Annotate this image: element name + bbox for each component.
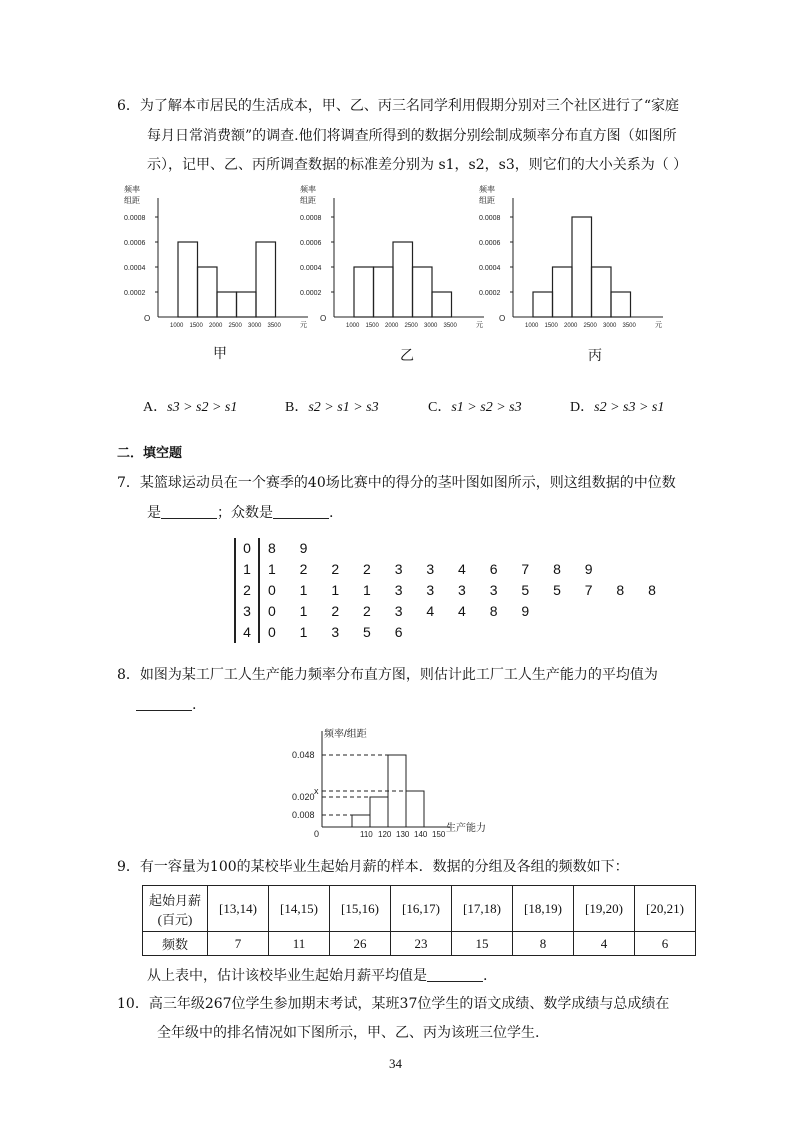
histogram-bar: [432, 292, 452, 317]
x-tick-label: 3000: [603, 323, 617, 329]
q9-after-text: 从上表中，估计该校毕业生起始月薪平均值是: [147, 968, 427, 984]
x-tick-label: 3500: [267, 323, 281, 329]
y-tick-label: 0.008: [292, 810, 315, 820]
table-cell: 8: [513, 932, 574, 956]
histogram-bar: [406, 791, 424, 827]
histogram-jia: [120, 182, 320, 332]
stem-row: [234, 601, 666, 622]
stem-row: [234, 538, 666, 559]
y-tick-label: 0.0006: [479, 240, 501, 247]
x-tick-label: 1000: [525, 323, 539, 329]
y-axis-label-top: 频率: [300, 185, 316, 194]
x-tick-label: 1000: [170, 323, 184, 329]
leaves: 0 1 1 1 3 3 3 3 5 5 7 8 8: [268, 582, 666, 598]
x-tick-label: 3500: [443, 323, 457, 329]
table-cell: [19,20): [574, 886, 635, 932]
histogram-bar: [374, 267, 394, 317]
x-tick-label: 1000: [346, 323, 360, 329]
page-number: 34: [389, 1056, 402, 1071]
header-salary: 起始月薪: [148, 892, 201, 908]
leaves: 1 2 2 2 3 3 4 6 7 8 9: [268, 561, 603, 577]
stem: 1: [234, 559, 260, 580]
table-cell: [20,21): [635, 886, 696, 932]
stem: 3: [234, 601, 260, 622]
y-axis-label-top: 频率: [479, 185, 495, 194]
table-cell: 15: [452, 932, 513, 956]
histogram-bar: [388, 755, 406, 827]
x-axis-label: 生产能力: [446, 823, 486, 834]
histogram-bing: [475, 182, 685, 332]
q6-line2: 每月日常消费额”的调查.他们将调查所得到的数据分别绘制成频率分布直方图（如图所: [147, 128, 677, 144]
table-cell: 23: [391, 932, 452, 956]
x-tick-label: 3000: [248, 323, 262, 329]
table-cell: 4: [574, 932, 635, 956]
q6-line1: 6．为了解本市居民的生活成本，甲、乙、丙三名同学利用假期分别对三个社区进行了“家庭: [117, 98, 680, 114]
histogram-bar: [354, 267, 374, 317]
option-d-label: D．: [570, 400, 595, 415]
x-tick-label: 3000: [424, 323, 438, 329]
x-tick-label: 1500: [189, 323, 203, 329]
histogram-bar: [256, 242, 276, 317]
q8-blank[interactable]: [136, 696, 192, 711]
q8-end: .: [192, 697, 197, 713]
option-a-text: s3 > s2 > s1: [167, 400, 238, 415]
y-axis-label-top: 频率: [124, 185, 140, 194]
q7-blank-median[interactable]: [161, 504, 217, 519]
table-cell: [17,18): [452, 886, 513, 932]
q8-line1: 8．如图为某工厂工人生产能力频率分布直方图，则估计此工厂工人生产能力的平均值为: [117, 667, 658, 683]
y-axis-label: 频率/组距: [324, 729, 367, 740]
stem-row: [234, 580, 666, 601]
histogram-bar: [352, 815, 370, 827]
option-c: [428, 396, 522, 416]
y-tick-label: 0.0002: [479, 290, 501, 297]
table-cell: [14,15): [269, 886, 330, 932]
x-tick-label: 140: [414, 830, 428, 839]
histogram-bar: [370, 797, 388, 827]
y-tick-label: 0.0008: [300, 215, 322, 222]
q9-after-end: .: [483, 968, 488, 984]
y-tick-label: 0.0002: [124, 290, 146, 297]
table-cell: [13,14): [208, 886, 269, 932]
option-b-label: B．: [285, 400, 309, 415]
option-a: [143, 396, 237, 416]
leaves: 8 9: [268, 540, 318, 556]
y-tick-label: 0.048: [292, 750, 315, 760]
q7-blank-mode[interactable]: [273, 504, 329, 519]
stem: 2: [234, 580, 260, 601]
x-tick-label: 2000: [209, 323, 223, 329]
table-cell: 6: [635, 932, 696, 956]
q9-line1: 9．有一容量为100的某校毕业生起始月薪的样本．数据的分组及各组的频数如下：: [117, 859, 629, 875]
option-c-text: s1 > s2 > s3: [451, 400, 522, 415]
x-tick-label: 2500: [228, 323, 242, 329]
caption-jia: 甲: [213, 346, 227, 362]
histogram-bar: [611, 292, 631, 317]
y-tick-label: 0.0004: [124, 265, 146, 272]
option-d: [570, 396, 664, 416]
section-heading: 二．填空题: [117, 446, 183, 461]
histogram-bar: [572, 217, 592, 317]
y-tick-label: 0.0004: [479, 265, 501, 272]
q7-line1: 7．某篮球运动员在一个赛季的40场比赛中的得分的茎叶图如图所示，则这组数据的中位数: [117, 475, 676, 491]
table-cell: [15,16): [330, 886, 391, 932]
q7-text-b: ；众数是: [217, 505, 273, 521]
x-tick-label: 3500: [622, 323, 636, 329]
y-tick-label: 0.0004: [300, 265, 322, 272]
q10-line2: 全年级中的排名情况如下图所示，甲、乙、丙为该班三位学生.: [157, 1025, 540, 1041]
origin-label: 0: [314, 829, 320, 839]
table-cell: 11: [269, 932, 330, 956]
histogram-bar: [217, 292, 237, 317]
histogram-bar: [393, 242, 413, 317]
y-tick-label: 0.0006: [300, 240, 322, 247]
x-tick-label: 150: [432, 830, 446, 839]
x-axis-unit: 元: [476, 322, 483, 329]
table-row: [143, 886, 696, 932]
y-axis-label-bottom: 组距: [479, 196, 495, 205]
header-unit: (百元): [157, 911, 193, 927]
option-b: [285, 396, 379, 416]
y-axis-label-bottom: 组距: [124, 196, 140, 205]
x-tick-label: 2500: [583, 323, 597, 329]
y-tick-label: 0.0008: [479, 215, 501, 222]
histogram-bar: [178, 242, 198, 317]
stem-row: [234, 622, 666, 643]
q9-blank[interactable]: [427, 967, 483, 982]
histogram-bar: [198, 267, 218, 317]
productivity-histogram: [290, 725, 510, 840]
histogram-bar: [237, 292, 257, 317]
q9-after: [147, 966, 487, 986]
salary-frequency-table: [142, 885, 696, 956]
q8-line2: [136, 695, 196, 715]
x-tick-label: 1500: [544, 323, 558, 329]
histogram-bar: [592, 267, 612, 317]
stem: 4: [234, 622, 260, 643]
x-tick-label: 2500: [404, 323, 418, 329]
histogram-bar: [533, 292, 553, 317]
table-cell: [18,19): [513, 886, 574, 932]
y-axis-label-bottom: 组距: [300, 196, 316, 205]
histogram-bar: [413, 267, 433, 317]
histogram-yi: [296, 182, 496, 332]
y-tick-label: 0.020: [292, 792, 315, 802]
leaves: 0 1 3 5 6: [268, 624, 413, 640]
x-tick-label: 2000: [564, 323, 578, 329]
caption-bing: 丙: [588, 348, 602, 364]
option-d-text: s2 > s3 > s1: [594, 400, 665, 415]
table-header-cell: [143, 886, 208, 932]
stem-row: [234, 559, 666, 580]
y-tick-label: 0.0002: [300, 290, 322, 297]
x-axis-unit: 元: [300, 322, 307, 329]
option-a-label: A．: [143, 400, 168, 415]
x-axis-unit: 元: [655, 322, 662, 329]
option-c-label: C．: [428, 400, 452, 415]
q10-line1: 10．高三年级267位学生参加期末考试，某班37位学生的语文成绩、数学成绩与总成绩在: [117, 996, 670, 1012]
origin-label: O: [499, 314, 506, 323]
table-cell: [16,17): [391, 886, 452, 932]
q6-line3: 示），记甲、乙、丙所调查数据的标准差分别为 s1，s2，s3，则它们的大小关系为（ ）: [147, 157, 688, 173]
x-tick-label: 1500: [365, 323, 379, 329]
table-row: [143, 932, 696, 956]
histogram-bar: [553, 267, 573, 317]
leaves: 0 1 2 2 3 4 4 8 9: [268, 603, 540, 619]
table-cell: 26: [330, 932, 391, 956]
x-tick-label: 130: [396, 830, 410, 839]
y-tick-label: 0.0006: [124, 240, 146, 247]
q7-line2: [147, 503, 333, 523]
y-tick-label: x: [314, 786, 319, 796]
x-tick-label: 2000: [385, 323, 399, 329]
option-b-text: s2 > s1 > s3: [308, 400, 379, 415]
q7-text-c: .: [329, 505, 334, 521]
y-tick-label: 0.0008: [124, 215, 146, 222]
origin-label: O: [320, 314, 327, 323]
stem-leaf-plot: [234, 538, 666, 643]
table-header-cell: 频数: [143, 932, 208, 956]
x-tick-label: 110: [360, 830, 373, 839]
stem: 0: [234, 538, 260, 559]
q7-text-a: 是: [147, 505, 161, 521]
x-tick-label: 120: [378, 830, 392, 839]
table-cell: 7: [208, 932, 269, 956]
caption-yi: 乙: [400, 348, 414, 364]
origin-label: O: [144, 314, 151, 323]
